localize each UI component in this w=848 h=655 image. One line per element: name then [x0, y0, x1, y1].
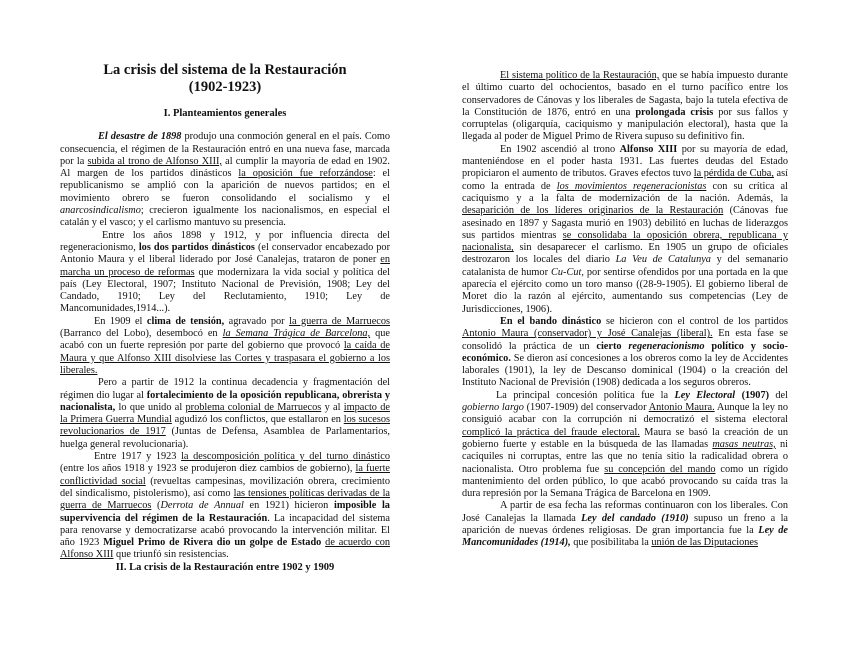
text-run: por su mayoría de edad, manteniéndose en el poder hasta 1931. Las fuertes deudas del Estado propiciaron el aumento de tributos. Graves efectos tuvo — [462, 143, 788, 180]
text-run: la Semana Trágica de Barcelona, — [222, 328, 371, 340]
text-run: En el bando dinástico — [500, 315, 602, 327]
text-run: imposible la supervivencia del régimen de la Restauración — [60, 500, 390, 524]
text-run: que modernizara la vida social y política del país (Ley Electoral, 1907; Instituto Nacional de Previsión, 1908; Ley del Candado, 1910; Ley del Reclutamiento, 1910; Ley de Mancomunidades,1914...). — [60, 266, 390, 315]
text-run: (entre los años 1918 y 1923 se produjeron diez cambios de gobierno), — [60, 463, 356, 475]
text-run: (Juntas de Defensa, Asamblea de Parlamentarios, huelga general revolucionaria). — [60, 426, 390, 450]
text-run: problema colonial de Marruecos — [185, 401, 322, 413]
text-run: El desastre de 1898 — [98, 131, 182, 143]
text-run: (1907) — [735, 389, 770, 401]
text-run: cierto — [596, 340, 629, 352]
text-run: agudizó los conflictos, que estallaron en — [171, 414, 344, 426]
text-run: por sentirse ofendidos por una portada en la que aparecía el ejército como un toro manso ((28-9-1905). El gobierno liberal de Moret dio la razón al ejército, aumentando sus competencias (Ley de Jurisdicciones, 1906). — [462, 266, 788, 315]
paragraph — [60, 230, 390, 316]
paragraph — [60, 131, 390, 229]
text-run: complicó la práctica del fraude electoral. — [462, 426, 640, 438]
text-run: Miguel Primo de Rivera dio un golpe de Estado — [103, 537, 322, 549]
text-run: : el republicanismo se amplió con la aparición de nuevos partidos; en el movimiento obrero se fueron consolidando el socialismo y el — [60, 168, 390, 204]
text-run: clima de tensión, — [146, 315, 225, 327]
text-run: que se había impuesto durante el último cuarto del ochocientos, basado en el turno pacífico entre los conservadores de Cánovas y los liberales de Sagasta, bajo la tutela efectiva de la Constitución de 1876, entró en una — [462, 70, 788, 118]
text-run: Derrota de Annual — [160, 500, 244, 512]
text-run: En esta fase se consolidó la práctica de un — [462, 328, 788, 352]
text-run: que posibilitaba la — [570, 537, 652, 549]
text-run: en marcha un proceso de reformas — [60, 254, 390, 278]
text-run: ; crecieron igualmente los nacionalismos, en especial el catalán y el vasco; y el carlismo mantuvo su presencia. — [60, 205, 390, 229]
text-run: que triunfó sin resistencias. — [113, 549, 229, 561]
text-run: Aunque la ley no consiguió acabar con la corrupción ni democratizó el sistema electoral — [462, 402, 789, 426]
paragraph — [462, 390, 788, 501]
section-heading-2: II. La crisis de la Restauración entre 1902 y 1909 — [115, 561, 335, 573]
text-run: Ley de Mancomunidades (1914), — [462, 524, 788, 549]
section-heading-1: I. Planteamientos generales — [163, 108, 287, 119]
paragraph — [60, 377, 390, 451]
text-run: político y socio-económico. — [462, 340, 788, 364]
text-run: supuso un freno a la aparición de nuevas órdenes religiosas. De gran importancia fue la — [462, 512, 788, 536]
right-column — [462, 70, 788, 550]
text-run: con su crítica al caciquismo y a la falta de modernización de la nación. Además, la — [462, 180, 788, 204]
text-run: (Barranco del Lobo), desembocó en — [60, 328, 223, 340]
text-run: Alfonso XIII — [619, 143, 678, 155]
text-run: la fuerte conflictividad social — [60, 463, 390, 487]
text-run: (1907-1909) del conservador — [523, 402, 649, 414]
text-run: . La incapacidad del sistema para renovarse y democratizarse acabó provocando la intervención militar. El año 1923 — [60, 512, 390, 549]
text-run: los dos partidos dinásticos — [138, 241, 255, 253]
paragraph — [462, 500, 788, 549]
text-run: por sus fallos y corruptelas (oligarquía, caciquismo y manipulación electoral), hasta que la llegada al poder de Miguel Primo de Rivera supuso su definitivo fin. — [462, 106, 789, 143]
text-run: En 1909 el — [94, 315, 147, 327]
text-run: ni caciquiles ni corruptas, entre las que no tenía sitio la radicalidad obrera o nacionalista. Otro problema fue — [462, 438, 788, 475]
text-run: en 1921) hicieron — [243, 500, 334, 512]
text-run: desaparición de los líderes originarios de la Restauración — [462, 205, 724, 217]
text-run: la oposición fue reforzándose — [238, 168, 373, 180]
text-run: ( — [151, 500, 161, 512]
text-run: A partir de esa fecha las reformas continuaron con los liberales. Con José Canalejas la llamada — [462, 500, 788, 524]
text-run: La principal concesión política fue la — [496, 389, 675, 401]
text-run: unión de las Diputaciones — [651, 537, 759, 549]
paragraph — [462, 144, 788, 316]
text-run: se consolidaba la oposición obrera, republicana y nacionalista, — [462, 229, 788, 254]
document-title-line1: La crisis del sistema de la Restauración — [103, 62, 347, 78]
left-column — [60, 62, 390, 574]
text-run: impacto de la Primera Guerra Mundial — [60, 401, 390, 426]
text-run: subida al trono de Alfonso XIII, — [87, 155, 223, 167]
text-run: gobierno largo — [462, 402, 524, 414]
text-run: fortalecimiento de la oposición republicana, obrerista y nacionalista, — [60, 389, 390, 413]
paragraph — [60, 451, 390, 562]
text-run: Antonio Maura (conservador) y José Canalejas (liberal). — [462, 328, 713, 340]
text-run: agravado por — [224, 315, 290, 327]
text-run: Ley Electoral — [674, 389, 736, 401]
text-run: (Cánovas fue asesinado en 1897 y Sagasta murió en 1903) debilitó en luchas de liderazgos sus partidos mientras — [462, 205, 789, 241]
text-run: lo que unido al — [115, 401, 186, 413]
text-run: regeneracionismo — [628, 340, 705, 352]
text-run: del — [769, 389, 788, 401]
text-run: como un rígido mantenimiento del orden público, lo que acabó provocando su caída tras la dura represión por la Semana Trágica de Barcelona en 1909. — [462, 463, 788, 500]
text-run: la caída de Maura y que Alfonso XIII disolviese las Cortes y traspasara el gobierno a los liberales. — [60, 340, 390, 376]
text-run: Cu-Cut, — [551, 266, 584, 278]
text-run: y al — [321, 401, 344, 413]
text-run: la pérdida de Cuba, — [693, 168, 774, 180]
text-run: que acabó con un fuerte represión por parte del gobierno que provocó — [60, 328, 390, 352]
text-run: se hicieron con el control de los partidos — [601, 315, 788, 327]
text-run: anarcosindicalismo — [60, 205, 141, 217]
text-run: Pero a partir de 1912 la continua decadencia y fragmentación del régimen dio lugar al — [60, 377, 390, 401]
text-run: los sucesos revolucionarios de 1917 — [60, 414, 390, 438]
text-run: al cumplir la mayoría de edad en 1902. Al margen de los partidos dinásticos — [60, 155, 391, 180]
text-run: prolongada crisis — [635, 106, 714, 118]
text-run: sin desaparecer el carlismo. En 1905 un grupo de oficiales destrozaron los locales del diario — [462, 242, 788, 266]
text-run: y del semanario catalanista de humor — [462, 254, 788, 278]
text-run: (revueltas campesinas, movilización obrera, crecimiento del sindicalismo, pistolerismo), así como — [60, 475, 391, 499]
text-run: la guerra de Marruecos — [289, 315, 390, 327]
text-run: la descomposición política y del turno dinástico — [181, 451, 390, 463]
text-run: Entre 1917 y 1923 — [94, 451, 182, 463]
text-run: las tensiones políticas derivadas de la guerra de Marruecos — [60, 487, 390, 512]
text-run: masas neutras, — [712, 438, 776, 450]
text-run: Se dieron así concesiones a los obreros como la ley de Accidentes laborales (1901), la ley de Descanso dominical (1904) o la creación del Instituto Nacional de Previsión (1908) dedicada a los seguros obreros. — [462, 352, 788, 389]
text-run: su concepción del mando — [604, 463, 716, 475]
text-run: los movimientos regeneracionistas — [556, 180, 707, 192]
text-run: El sistema político de la Restauración, — [500, 70, 660, 81]
document-title-line2: (1902-1923) — [188, 79, 262, 95]
text-run: Maura se basó la creación de un gobierno fuerte y estable en la búsqueda de las llamadas — [462, 426, 788, 450]
text-run: En 1902 ascendió al trono — [500, 143, 620, 155]
text-run: Ley del candado (1910) — [581, 512, 689, 524]
paragraph — [60, 316, 390, 377]
text-run: produjo una conmoción general en el país. Como consecuencia, el régimen de la Restauración entró en una nueva fase, marcada por la — [60, 131, 390, 167]
text-run: Entre los años 1898 y 1912, y por influencia directa del regeneracionismo, — [60, 229, 390, 253]
paragraph — [462, 316, 788, 390]
text-run: así como la entrada de — [462, 168, 788, 192]
text-run: Antonio Maura. — [648, 402, 715, 414]
text-run: La Veu de Catalunya — [615, 254, 711, 266]
text-run: (el conservador encabezado por Antonio Maura y el liberal liderado por José Canalejas, trataron de poner — [60, 241, 391, 266]
paragraph — [462, 70, 788, 144]
text-run: de acuerdo con Alfonso XIII — [60, 537, 390, 561]
